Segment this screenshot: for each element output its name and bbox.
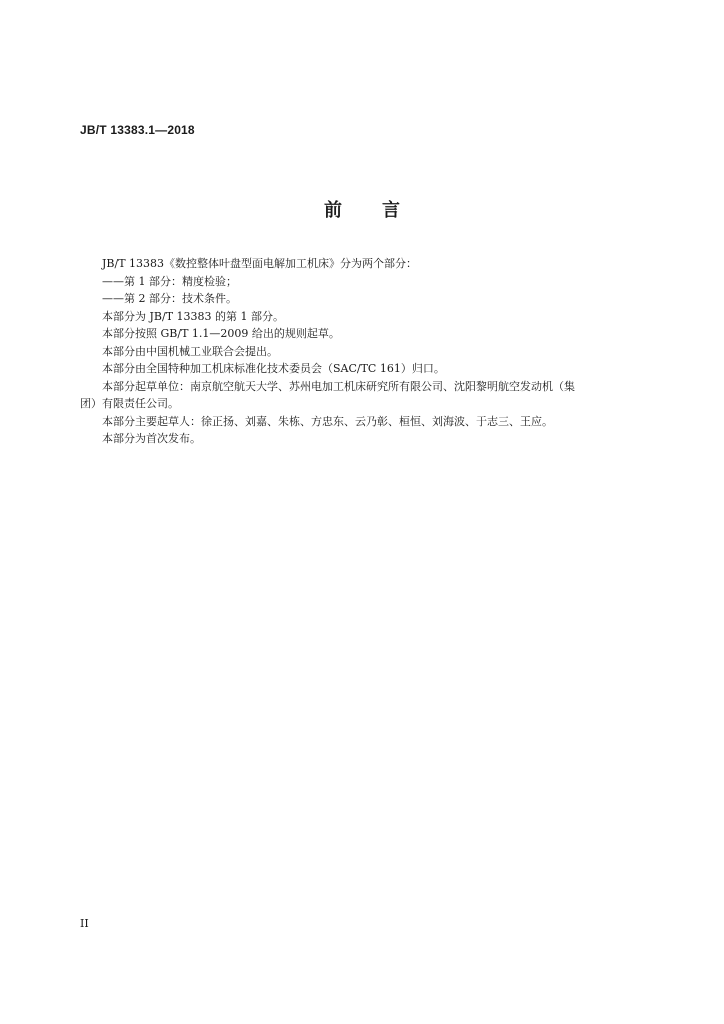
page-number: II: [80, 917, 89, 930]
paragraph-centralized-by: 本部分由全国特种加工机床标准化技术委员会（SAC/TC 161）归口。: [102, 362, 445, 375]
foreword-body: [80, 255, 640, 448]
paragraph-drafting-units: 本部分起草单位：南京航空航天大学、苏州电加工机床研究所有限公司、沈阳黎明航空发动机（集团）有限责任公司。: [80, 379, 575, 410]
list-item-part-1: ——第 1 部分：精度检验；: [102, 274, 237, 288]
paragraph-part-statement: 本部分为 JB/T 13383 的第 1 部分。: [102, 309, 285, 323]
paragraph-first-release: 本部分为首次发布。: [102, 432, 201, 445]
page-title: 前言: [324, 200, 440, 221]
paragraph-proposed-by: 本部分由中国机械工业联合会提出。: [102, 344, 278, 358]
list-item-part-2: ——第 2 部分：技术条件。: [102, 292, 237, 305]
standard-number: JB/T 13383.1—2018: [80, 123, 195, 137]
paragraph-intro: JB/T 13383《数控整体叶盘型面电解加工机床》分为两个部分：: [102, 257, 418, 270]
paragraph-drafters: 本部分主要起草人：徐正扬、刘嘉、朱栋、方忠东、云乃彰、桓恒、刘海波、于志三、王应。: [102, 414, 553, 428]
paragraph-drafting-rules: 本部分按照 GB/T 1.1—2009 给出的规则起草。: [102, 327, 340, 340]
